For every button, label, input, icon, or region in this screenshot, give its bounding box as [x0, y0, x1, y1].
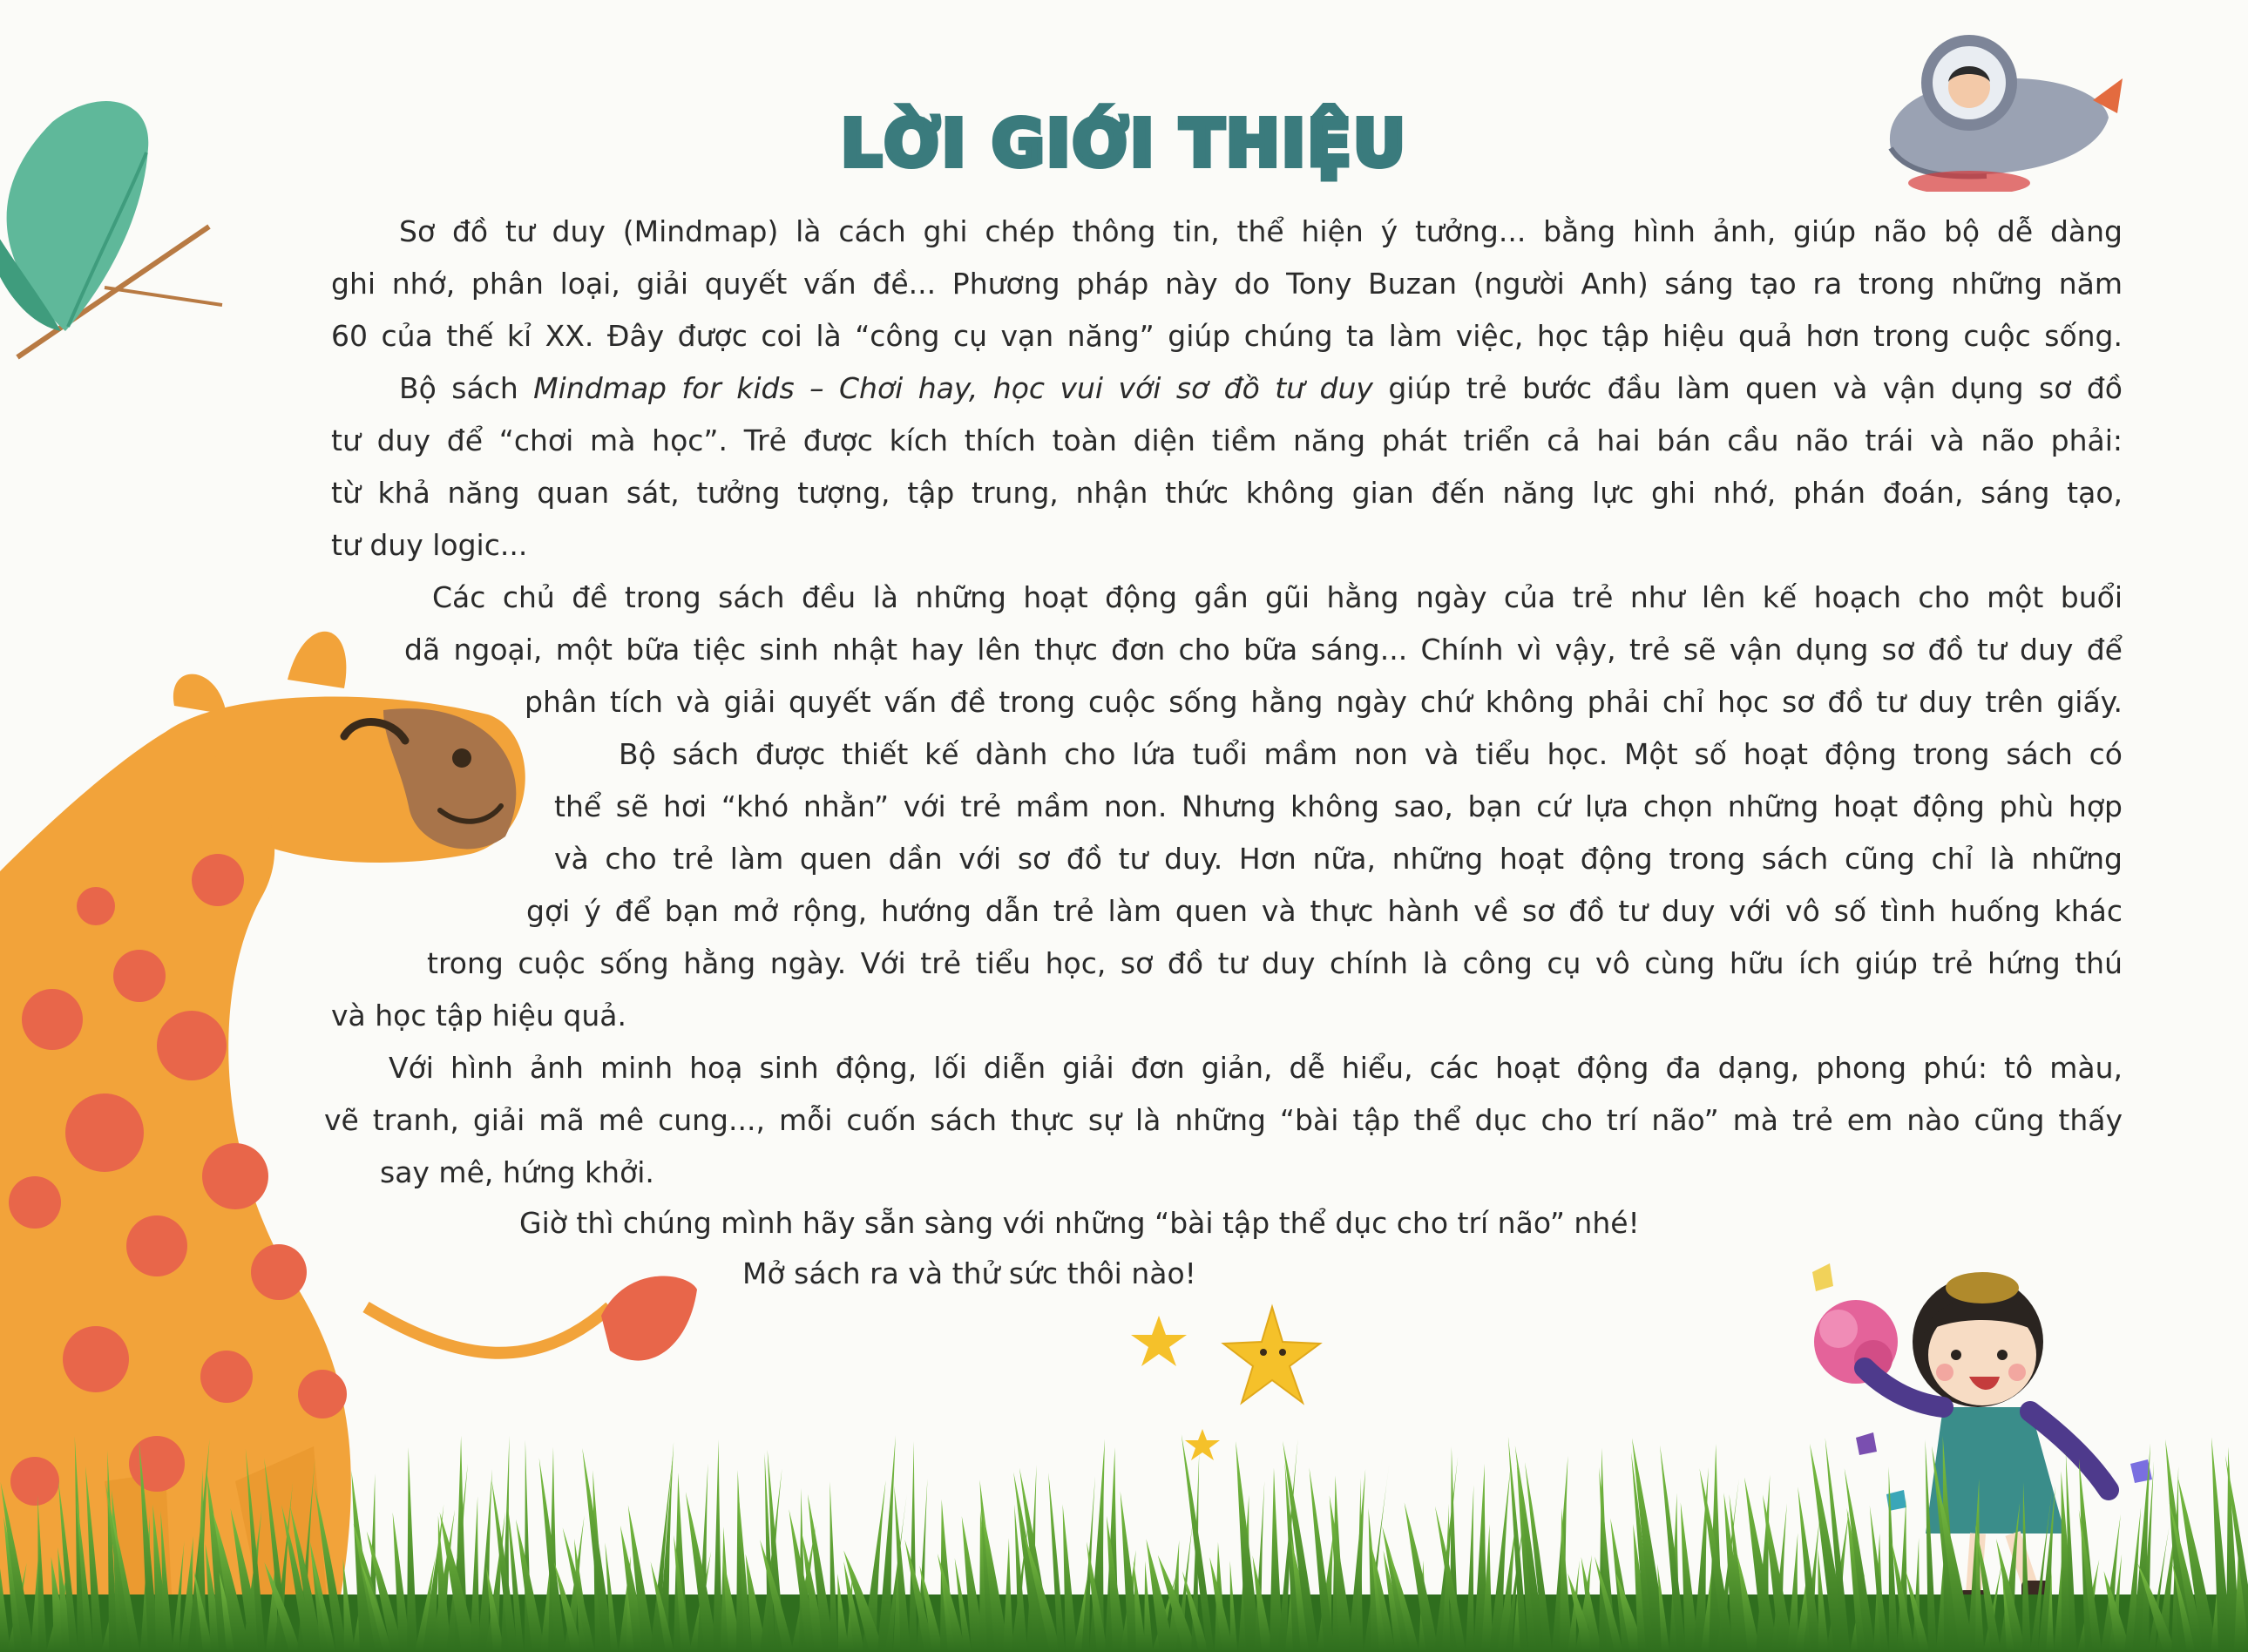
grass-blade [829, 1481, 837, 1652]
grass-blade [909, 1441, 917, 1652]
grass-blade [37, 1495, 47, 1652]
text-line: tư duy logic... [331, 528, 528, 562]
page-title: LỜI GIỚI THIỆU [841, 106, 1407, 181]
text-line: vẽ tranh, giải mã mê cung..., mỗi cuốn sách thực sự là những “bài tập thể dục cho trí não” mà trẻ em nào cũng thấy [324, 1103, 2123, 1137]
grass-blade [1466, 1485, 1474, 1652]
grass-blade [1787, 1533, 1798, 1652]
text-line: Sơ đồ tư duy (Mindmap) là cách ghi chép thông tin, thể hiện ý tưởng... bằng hình ảnh, giúp não bộ dễ dàng [399, 214, 2123, 248]
text-line: Bộ sách được thiết kế dành cho lứa tuổi mầm non và tiểu học. Một số hoạt động trong sách có [619, 737, 2123, 771]
text-span: giúp trẻ bước đầu làm quen và vận dụng sơ đồ [1372, 371, 2123, 405]
text-line: Với hình ảnh minh hoạ sinh động, lối diễn giải đơn giản, dễ hiểu, các hoạt động đa dạng, phong phú: tô màu, [389, 1051, 2123, 1085]
text-line: say mê, hứng khởi. [380, 1155, 654, 1189]
text-line: ghi nhớ, phân loại, giải quyết vấn đề... Phương pháp này do Tony Buzan (người Anh) sáng tạo ra trong những năm [331, 267, 2123, 301]
text-span: Bộ sách [399, 371, 534, 405]
text-line: trong cuộc sống hằng ngày. Với trẻ tiểu học, sơ đồ tư duy chính là công cụ vô cùng hữu ích giúp trẻ hứng thú [427, 946, 2123, 980]
text-line: từ khả năng quan sát, tưởng tượng, tập trung, nhận thức không gian đến năng lực ghi nhớ, phán đoán, sáng tạo, [331, 476, 2123, 510]
grass-blade [1975, 1525, 1984, 1652]
text-line: thể sẽ hơi “khó nhằn” với trẻ mầm non. Nhưng không sao, bạn cứ lựa chọn những hoạt động phù hợp [554, 789, 2123, 823]
grass-blade [407, 1447, 417, 1652]
grass-blade [470, 1496, 480, 1652]
text-line: Các chủ đề trong sách đều là những hoạt động gần gũi hằng ngày của trẻ như lên kế hoạch cho một buổi [432, 580, 2123, 614]
book-series-title: Mindmap for kids – Chơi hay, học vui với sơ đồ tư duy [533, 371, 1373, 405]
grass-blade [2022, 1482, 2031, 1652]
paragraph-1 [331, 206, 2123, 362]
text-line: dã ngoại, một bữa tiệc sinh nhật hay lên thực đơn cho bữa sáng... Chính vì vậy, trẻ sẽ vận dụng sơ đồ tư duy để [404, 633, 2123, 667]
grass-blade [713, 1439, 722, 1652]
text-line [399, 362, 2123, 415]
paragraph-2 [331, 362, 2123, 572]
text-line: 60 của thế kỉ XX. Đây được coi là “công cụ vạn năng” giúp chúng ta làm việc, học tập hiệu quả hơn trong cuộc sống. [331, 319, 2123, 353]
closing-line-1: Giờ thì chúng mình hãy sẵn sàng với những “bài tập thể dục cho trí não” nhé! [519, 1206, 1640, 1240]
text-line: gợi ý để bạn mở rộng, hướng dẫn trẻ làm quen và thực hành về sơ đồ tư duy với vô số tình huống khác [526, 894, 2123, 928]
text-line: tư duy để “chơi mà học”. Trẻ được kích thích toàn diện tiềm năng phát triển cả hai bán cầu não trái và não phải: [331, 423, 2123, 457]
grass-blade [1889, 1466, 1899, 1652]
text-line: phân tích và giải quyết vấn đề trong cuộc sống hằng ngày chứ không phải chỉ học sơ đồ tư duy trên giấy. [525, 685, 2123, 719]
grass-illustration [0, 1429, 2248, 1652]
text-line: và học tập hiệu quả. [331, 999, 626, 1032]
closing-line-2: Mở sách ra và thử sức thôi nào! [742, 1256, 1196, 1290]
text-line: và cho trẻ làm quen dần với sơ đồ tư duy. Hơn nữa, những hoạt động trong sách cũng chỉ là những [554, 842, 2123, 876]
